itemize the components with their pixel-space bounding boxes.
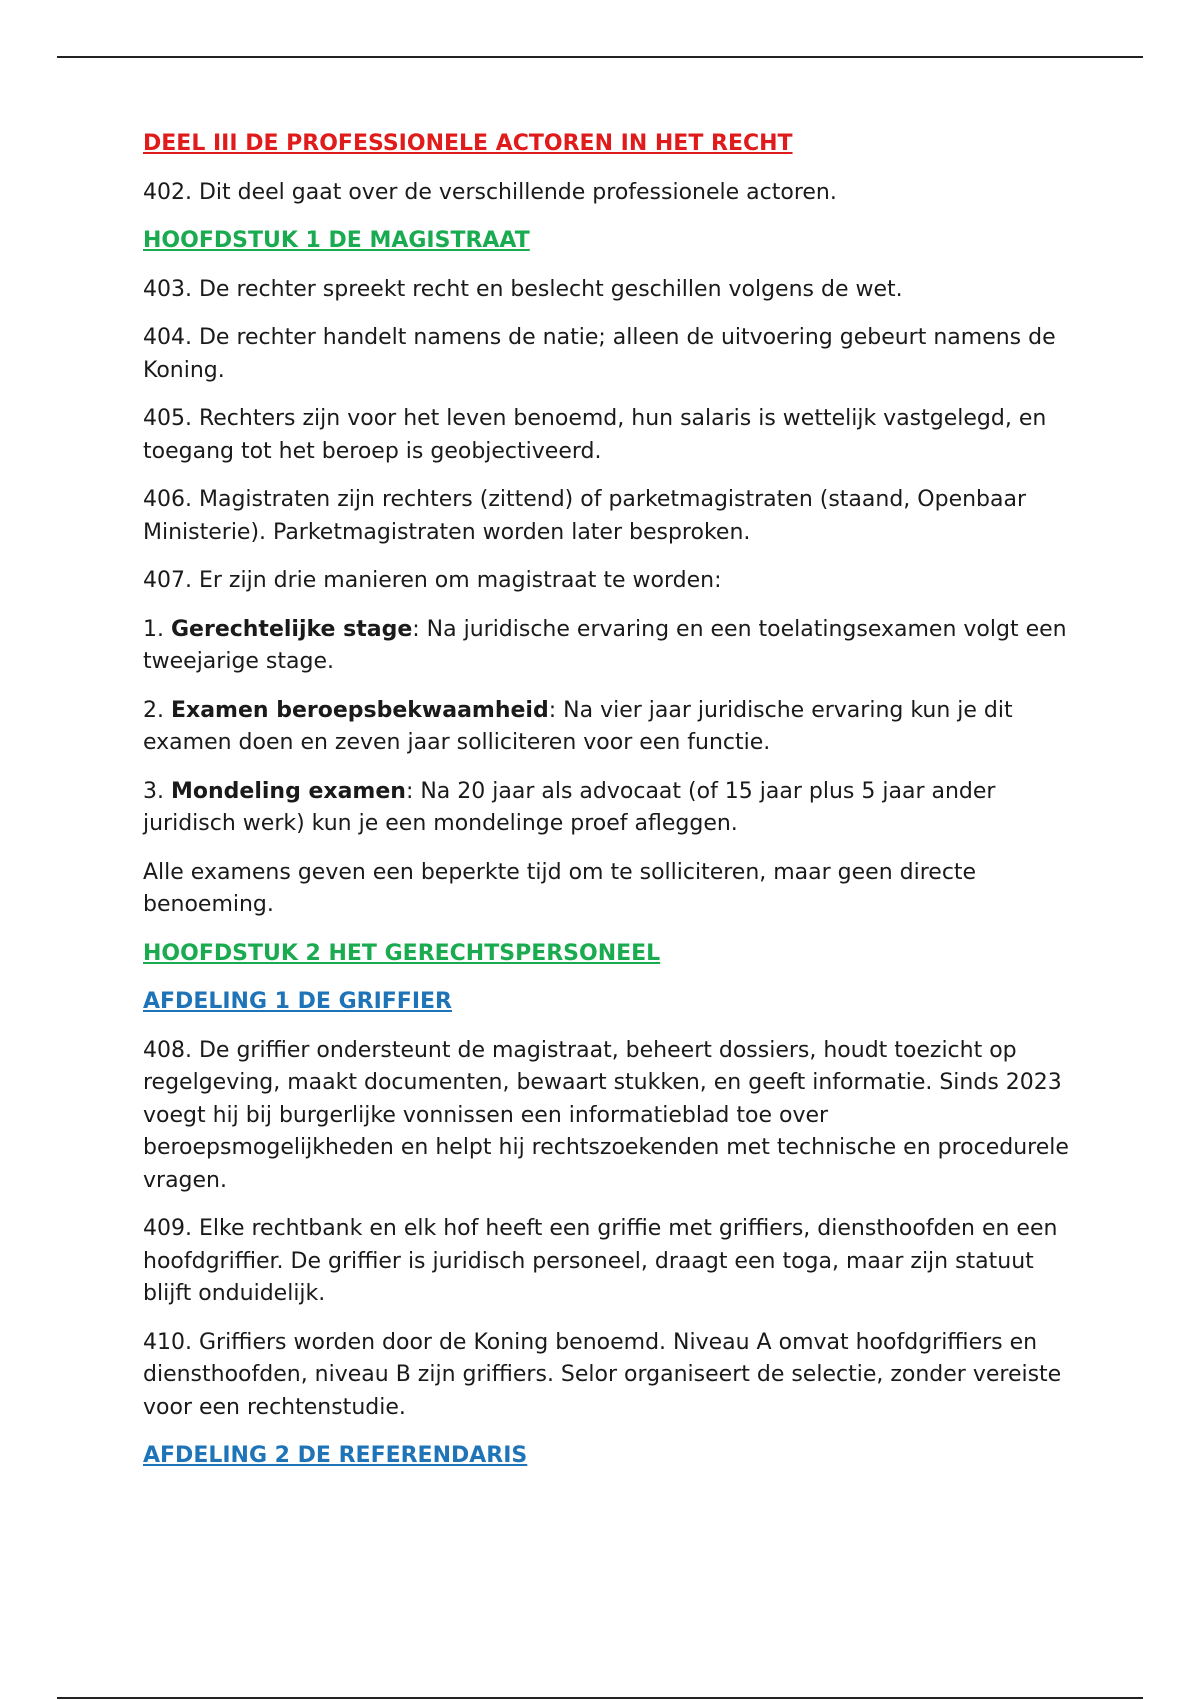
paragraph-alle-examens: Alle examens geven een beperkte tijd om te solliciteren, maar geen directe benoeming. bbox=[143, 859, 977, 917]
paragraph-406: 406. Magistraten zijn rechters (zittend) of parketmagistraten (staand, Openbaar Ministerie). Parketmagistraten worden later besproken. bbox=[143, 487, 1027, 545]
paragraph-409: 409. Elke rechtbank en elk hof heeft een griffie met griffiers, diensthoofden en een hoofdgriffier. De griffier is juridisch personeel, draagt een toga, maar zijn statuut blijft onduidelijk. bbox=[143, 1216, 1058, 1306]
footer-rule bbox=[57, 1697, 1143, 1699]
paragraph-405: 405. Rechters zijn voor het leven benoemd, hun salaris is wettelijk vastgelegd, en toegang tot het beroep is geobjectiveerd. bbox=[143, 406, 1047, 464]
hoofdstuk-2-heading: HOOFDSTUK 2 HET GERECHTSPERSONEEL bbox=[143, 940, 661, 966]
paragraph-403: 403. De rechter spreekt recht en beslecht geschillen volgens de wet. bbox=[143, 276, 903, 302]
way-item-2 bbox=[143, 695, 1073, 760]
afdeling-1-heading: AFDELING 1 DE GRIFFIER bbox=[143, 989, 452, 1014]
way-text: : Na juridische ervaring en een toelatingsexamen volgt een tweejarige stage. bbox=[143, 616, 1067, 674]
afdeling-2-heading: AFDELING 2 DE REFERENDARIS bbox=[143, 1443, 528, 1468]
document-body bbox=[143, 128, 1073, 1489]
way-item-1 bbox=[143, 614, 1073, 679]
hoofdstuk-1-heading: HOOFDSTUK 1 DE MAGISTRAAT bbox=[143, 228, 530, 253]
way-item-3 bbox=[143, 776, 1073, 841]
paragraph-404: 404. De rechter handelt namens de natie; alleen de uitvoering gebeurt namens de Koning. bbox=[143, 325, 1056, 383]
paragraph-407: 407. Er zijn drie manieren om magistraat te worden: bbox=[143, 568, 722, 593]
paragraph-402: 402. Dit deel gaat over de verschillende professionele actoren. bbox=[143, 179, 837, 205]
way-number: 1. bbox=[143, 616, 171, 642]
way-term: Examen beroepsbekwaamheid bbox=[170, 697, 549, 723]
way-term: Gerechtelijke stage bbox=[170, 616, 413, 642]
way-term: Mondeling examen bbox=[170, 778, 406, 804]
deel-heading: DEEL III DE PROFESSIONELE ACTOREN IN HET RECHT bbox=[143, 131, 793, 156]
way-number: 2. bbox=[143, 697, 171, 723]
paragraph-410: 410. Griffiers worden door de Koning benoemd. Niveau A omvat hoofdgriffiers en diensthoofden, niveau B zijn griffiers. Selor organiseert de selectie, zonder vereiste voor een rechtenstudie. bbox=[143, 1329, 1062, 1420]
way-number: 3. bbox=[143, 778, 171, 804]
way-text: : Na 20 jaar als advocaat (of 15 jaar plus 5 jaar ander juridisch werk) kun je een mondelinge proef afleggen. bbox=[143, 778, 996, 836]
header-rule bbox=[57, 56, 1143, 58]
way-text: : Na vier jaar juridische ervaring kun je dit examen doen en zeven jaar solliciteren voor een functie. bbox=[143, 697, 1013, 755]
paragraph-408: 408. De griffier ondersteunt de magistraat, beheert dossiers, houdt toezicht op regelgeving, maakt documenten, bewaart stukken, en geeft informatie. Sinds 2023 voegt hij bij burgerlijke vonnissen een informatieblad toe over beroepsmogelijkheden en helpt hij rechtszoekenden met technische en procedurele vragen. bbox=[143, 1037, 1069, 1193]
